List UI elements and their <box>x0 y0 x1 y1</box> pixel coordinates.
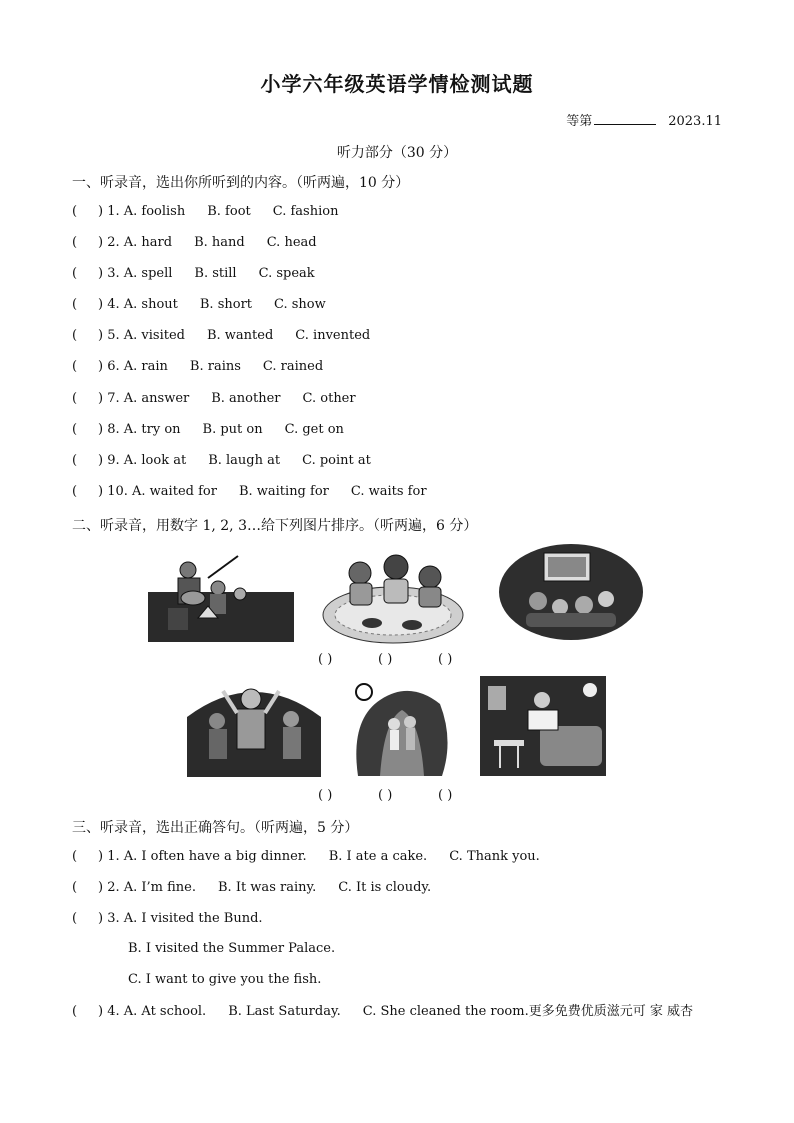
option-a: A. answer <box>123 391 190 406</box>
option-b: B. put on <box>202 422 263 437</box>
question-row <box>72 1003 693 1021</box>
option-a: A. At school. <box>123 1004 207 1019</box>
option-a: A. I’m fine. <box>123 880 196 895</box>
picture-family-cave <box>350 680 452 780</box>
grade-label: 等第 <box>566 114 593 129</box>
page-title: 小学六年级英语学情检测试题 <box>260 72 534 96</box>
picture-campfire-guitar <box>148 548 294 642</box>
part-title: 听力部分（30 分） <box>336 145 458 161</box>
option-b: B. wanted <box>206 328 274 343</box>
answer-paren[interactable]: ( <box>72 204 78 219</box>
section1-heading: 一、听录音，选出你所听到的内容。（听两遍，10 分） <box>72 175 410 191</box>
question-row <box>72 327 370 345</box>
question-row <box>72 296 326 314</box>
option-a: A. rain <box>123 359 168 374</box>
option-a: A. foolish <box>123 204 186 219</box>
picture-family-tv <box>498 543 644 641</box>
option-b: B. laugh at <box>208 453 281 468</box>
question-number: ) 4. <box>98 297 120 312</box>
option-a: A. shout <box>123 297 178 312</box>
option-b: B. foot <box>207 204 251 219</box>
section2-heading: 二、听录音，用数字 1, 2, 3…给下列图片排序。（听两遍，6 分） <box>72 518 478 534</box>
question-row <box>72 879 431 897</box>
question-row <box>72 203 338 221</box>
option-b: B. another <box>211 391 281 406</box>
answer-paren[interactable]: ( <box>72 359 78 374</box>
watermark-text: 更多免费优质滋元可 家 威杏 <box>528 1004 693 1019</box>
option-b: B. It was rainy. <box>218 880 317 895</box>
answer-paren[interactable]: ( <box>72 391 78 406</box>
exam-date: 2023.11 <box>668 114 722 129</box>
answer-paren[interactable]: ( <box>72 422 78 437</box>
option-c: C. show <box>274 297 326 312</box>
option-c: C. It is cloudy. <box>338 880 432 895</box>
answer-paren[interactable]: ( <box>72 880 78 895</box>
question-row <box>72 483 427 501</box>
picture-picnic-cake <box>322 553 464 645</box>
option-a: A. I visited the Bund. <box>123 911 263 926</box>
picture-people-cheering <box>187 677 321 777</box>
answer-paren[interactable]: ( <box>72 235 78 250</box>
option-a: A. waited for <box>132 484 217 499</box>
question-row <box>72 848 540 866</box>
option-c: C. invented <box>295 328 371 343</box>
question-number: ) 8. <box>98 422 120 437</box>
option-c: C. She cleaned the room. <box>362 1004 529 1019</box>
option-a: A. try on <box>123 422 181 437</box>
answer-paren[interactable]: ( <box>72 328 78 343</box>
option-c: C. point at <box>302 453 371 468</box>
option-c: C. get on <box>284 422 344 437</box>
grade-blank[interactable] <box>594 110 656 125</box>
question-number: ) 7. <box>98 391 120 406</box>
grade-date-line <box>566 110 722 129</box>
question-row <box>72 390 356 408</box>
picture-order-brackets-row2 <box>318 788 498 803</box>
option-a: A. look at <box>123 453 187 468</box>
question-number: ) 6. <box>98 359 120 374</box>
option-c: C. I want to give you the fish. <box>128 972 322 987</box>
order-bracket[interactable]: ( ) <box>318 788 333 803</box>
answer-paren[interactable]: ( <box>72 849 78 864</box>
picture-man-reading <box>480 676 606 776</box>
question-number: ) 9. <box>98 453 120 468</box>
question-row <box>72 358 323 376</box>
answer-paren[interactable]: ( <box>72 453 78 468</box>
option-b: B. short <box>199 297 253 312</box>
order-bracket[interactable]: ( ) <box>438 788 453 803</box>
option-c: C. waits for <box>350 484 427 499</box>
question-number: ) 2. <box>98 235 120 250</box>
option-b: B. I visited the Summer Palace. <box>128 941 336 956</box>
option-c: C. head <box>266 235 317 250</box>
question-number: ) 1. <box>98 204 120 219</box>
question-row <box>72 421 344 439</box>
option-b: B. rains <box>189 359 241 374</box>
option-b: B. I ate a cake. <box>328 849 428 864</box>
question-number: ) 4. <box>98 1004 120 1019</box>
question-number: ) 3. <box>98 266 120 281</box>
question-row <box>72 234 317 252</box>
picture-order-brackets-row1 <box>318 652 498 667</box>
question-number: ) 1. <box>98 849 120 864</box>
option-c: C. speak <box>258 266 315 281</box>
option-c: C. rained <box>262 359 324 374</box>
answer-paren[interactable]: ( <box>72 1004 78 1019</box>
question-row <box>72 452 371 470</box>
question-row <box>72 910 263 928</box>
answer-paren[interactable]: ( <box>72 911 78 926</box>
question-number: ) 10. <box>98 484 128 499</box>
option-a: A. spell <box>123 266 173 281</box>
option-c: C. Thank you. <box>449 849 540 864</box>
question-number: ) 2. <box>98 880 120 895</box>
option-c: C. other <box>302 391 356 406</box>
option-c: C. fashion <box>272 204 339 219</box>
option-a: A. hard <box>123 235 173 250</box>
question-number: ) 5. <box>98 328 120 343</box>
option-a: A. visited <box>123 328 185 343</box>
option-b: B. still <box>194 266 237 281</box>
option-b: B. waiting for <box>238 484 329 499</box>
order-bracket[interactable]: ( ) <box>438 652 453 667</box>
section3-heading: 三、听录音，选出正确答句。（听两遍，5 分） <box>72 820 359 836</box>
answer-paren[interactable]: ( <box>72 266 78 281</box>
order-bracket[interactable]: ( ) <box>378 788 393 803</box>
question-number: ) 3. <box>98 911 120 926</box>
option-b: B. hand <box>194 235 245 250</box>
answer-paren[interactable]: ( <box>72 484 78 499</box>
order-bracket[interactable]: ( ) <box>318 652 333 667</box>
order-bracket[interactable]: ( ) <box>378 652 393 667</box>
option-a: A. I often have a big dinner. <box>123 849 307 864</box>
answer-paren[interactable]: ( <box>72 297 78 312</box>
question-row <box>72 265 315 283</box>
option-b: B. Last Saturday. <box>228 1004 341 1019</box>
